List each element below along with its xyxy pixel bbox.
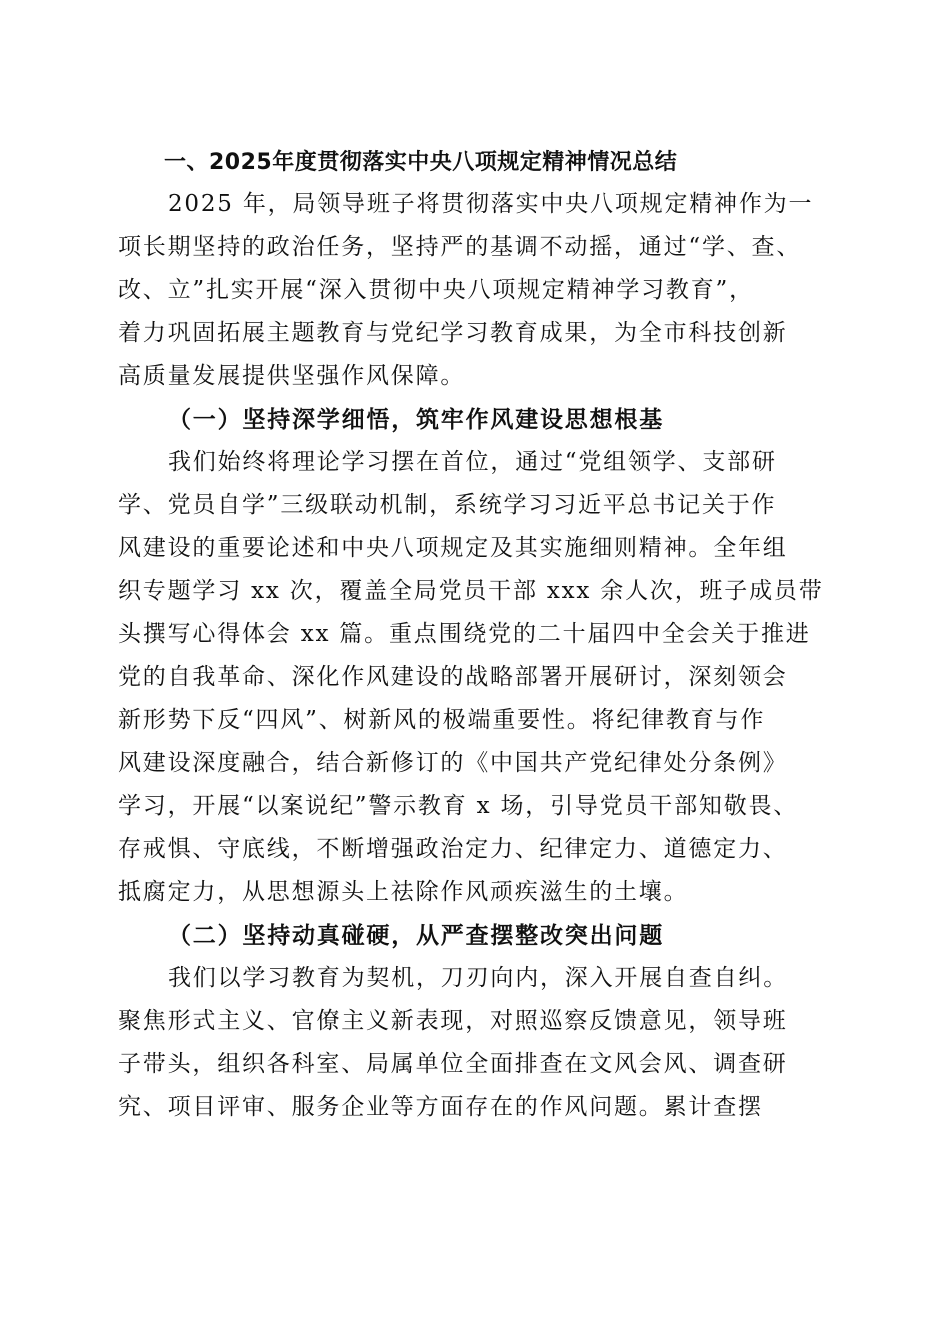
paragraph-line: 头撰写心得体会 xx 篇。重点围绕党的二十届四中全会关于推进 <box>118 621 811 647</box>
paragraph-line: 存戒惧、守底线，不断增强政治定力、纪律定力、道德定力、 <box>118 836 788 862</box>
paragraph-line: 究、项目评审、服务企业等方面存在的作风问题。累计查摆 <box>118 1094 763 1120</box>
intro-paragraph <box>118 183 828 398</box>
paragraph-line: 抵腐定力，从思想源头上祛除作风顽疾滋生的土壤。 <box>118 879 689 905</box>
paragraph-line: 学习，开展“以案说纪”警示教育 x 场，引导党员干部知敬畏、 <box>118 793 799 819</box>
paragraph-line: 党的自我革命、深化作风建设的战略部署开展研讨，深刻领会 <box>118 664 788 690</box>
subsection-title-1: （一）坚持深学细悟，筑牢作风建设思想根基 <box>168 406 664 433</box>
paragraph-line: 聚焦形式主义、官僚主义新表现，对照巡察反馈意见，领导班 <box>118 1008 788 1034</box>
paragraph-line: 子带头，组织各科室、局属单位全面排查在文风会风、调查研 <box>118 1051 788 1077</box>
document-body <box>118 143 828 1129</box>
subsection-1-paragraph <box>118 441 828 914</box>
subsection-title-2: （二）坚持动真碰硬，从严查摆整改突出问题 <box>168 922 664 949</box>
paragraph-line: 新形势下反“四风”、树新风的极端重要性。将纪律教育与作 <box>118 707 766 733</box>
paragraph-line: 2025 年，局领导班子将贯彻落实中央八项规定精神作为一 <box>168 191 814 217</box>
paragraph-line: 我们以学习教育为契机，刀刃向内，深入开展自查自纠。 <box>168 965 788 991</box>
paragraph-line: 项长期坚持的政治任务，坚持严的基调不动摇，通过“学、查、 <box>118 234 802 260</box>
paragraph-line: 我们始终将理论学习摆在首位，通过“党组领学、支部研 <box>168 449 777 475</box>
paragraph-line: 着力巩固拓展主题教育与党纪学习教育成果，为全市科技创新 <box>118 320 788 346</box>
paragraph-line: 织专题学习 xx 次，覆盖全局党员干部 xxx 余人次，班子成员带 <box>118 578 824 604</box>
paragraph-line: 风建设深度融合，结合新修订的《中国共产党纪律处分条例》 <box>118 750 788 776</box>
section-heading: 一、2025年度贯彻落实中央八项规定精神情况总结 <box>164 150 678 175</box>
paragraph-line: 风建设的重要论述和中央八项规定及其实施细则精神。全年组 <box>118 535 788 561</box>
paragraph-line: 高质量发展提供坚强作风保障。 <box>118 363 466 389</box>
paragraph-line: 学、党员自学”三级联动机制，系统学习习近平总书记关于作 <box>118 492 777 518</box>
paragraph-line: 改、立”扎实开展“深入贯彻中央八项规定精神学习教育”， <box>118 277 754 303</box>
subsection-2-paragraph <box>118 957 828 1129</box>
